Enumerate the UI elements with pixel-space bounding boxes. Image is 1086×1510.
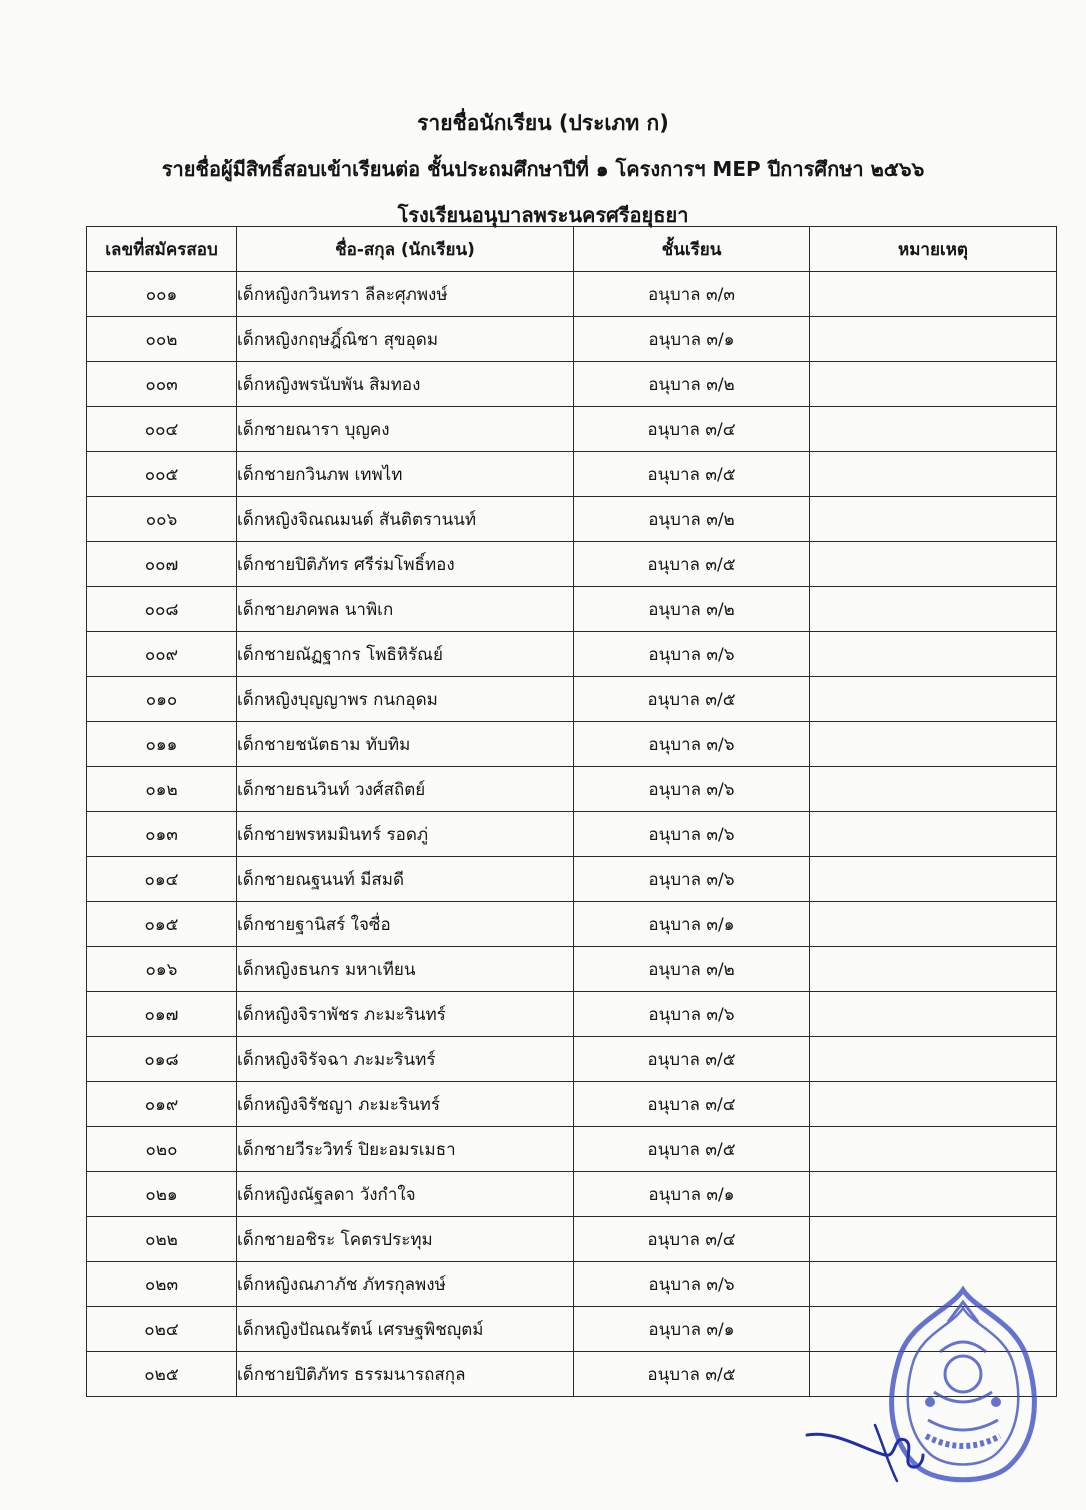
table-row bbox=[87, 317, 1057, 362]
table-row bbox=[87, 362, 1057, 407]
table-row bbox=[87, 722, 1057, 767]
student-name: เด็กหญิงณภาภัช ภัทรกุลพงษ์ bbox=[237, 1262, 574, 1307]
class-level: อนุบาล ๓/๖ bbox=[574, 767, 810, 812]
table-row bbox=[87, 857, 1057, 902]
student-name: เด็กหญิงจิรัชญา ภะมะรินทร์ bbox=[237, 1082, 574, 1127]
table-row bbox=[87, 452, 1057, 497]
class-level: อนุบาล ๓/๑ bbox=[574, 317, 810, 362]
student-name: เด็กหญิงพรนับพัน สิมทอง bbox=[237, 362, 574, 407]
remark bbox=[810, 542, 1057, 587]
applicant-number: ๐๒๔ bbox=[87, 1307, 237, 1352]
student-name: เด็กหญิงธนกร มหาเทียน bbox=[237, 947, 574, 992]
applicant-number: ๐๑๘ bbox=[87, 1037, 237, 1082]
applicant-number: ๐๒๓ bbox=[87, 1262, 237, 1307]
student-name: เด็กชายณฐนนท์ มีสมดี bbox=[237, 857, 574, 902]
table-row bbox=[87, 992, 1057, 1037]
remark bbox=[810, 677, 1057, 722]
applicant-number: ๐๒๒ bbox=[87, 1217, 237, 1262]
class-level: อนุบาล ๓/๔ bbox=[574, 1082, 810, 1127]
remark bbox=[810, 1217, 1057, 1262]
table-row bbox=[87, 947, 1057, 992]
student-name: เด็กชายพรหมมินทร์ รอดภู่ bbox=[237, 812, 574, 857]
student-name: เด็กชายปิติภัทร ศรีร่มโพธิ์ทอง bbox=[237, 542, 574, 587]
class-level: อนุบาล ๓/๑ bbox=[574, 1307, 810, 1352]
signature-icon bbox=[805, 1395, 925, 1485]
remark bbox=[810, 722, 1057, 767]
applicant-number: ๐๐๔ bbox=[87, 407, 237, 452]
remark bbox=[810, 992, 1057, 1037]
table-body bbox=[87, 272, 1057, 1397]
table-row bbox=[87, 812, 1057, 857]
remark bbox=[810, 1082, 1057, 1127]
table-row bbox=[87, 497, 1057, 542]
table-row bbox=[87, 632, 1057, 677]
applicant-number: ๐๑๒ bbox=[87, 767, 237, 812]
student-name: เด็กหญิงจิราพัชร ภะมะรินทร์ bbox=[237, 992, 574, 1037]
remark bbox=[810, 1037, 1057, 1082]
applicant-number: ๐๒๕ bbox=[87, 1352, 237, 1397]
remark bbox=[810, 947, 1057, 992]
table-row bbox=[87, 407, 1057, 452]
remark bbox=[810, 902, 1057, 947]
remark bbox=[810, 632, 1057, 677]
student-name: เด็กชายภคพล นาพิเก bbox=[237, 587, 574, 632]
class-level: อนุบาล ๓/๕ bbox=[574, 542, 810, 587]
class-level: อนุบาล ๓/๓ bbox=[574, 272, 810, 317]
remark bbox=[810, 407, 1057, 452]
remark bbox=[810, 587, 1057, 632]
student-name: เด็กชายปิติภัทร ธรรมนารถสกุล bbox=[237, 1352, 574, 1397]
remark bbox=[810, 317, 1057, 362]
class-level: อนุบาล ๓/๔ bbox=[574, 1217, 810, 1262]
remark bbox=[810, 767, 1057, 812]
document-subtitle: รายชื่อผู้มีสิทธิ์สอบเข้าเรียนต่อ ชั้นประถมศึกษาปีที่ ๑ โครงการฯ MEP ปีการศึกษา ๒๕๖๖ bbox=[161, 157, 925, 181]
applicant-number: ๐๑๙ bbox=[87, 1082, 237, 1127]
class-level: อนุบาล ๓/๒ bbox=[574, 947, 810, 992]
class-level: อนุบาล ๓/๖ bbox=[574, 992, 810, 1037]
applicant-number: ๐๐๕ bbox=[87, 452, 237, 497]
student-name: เด็กชายชนัตธาม ทับทิม bbox=[237, 722, 574, 767]
applicant-number: ๐๑๖ bbox=[87, 947, 237, 992]
document-header bbox=[0, 100, 1086, 238]
student-name: เด็กหญิงปัณณรัตน์ เศรษฐพิชญุตม์ bbox=[237, 1307, 574, 1352]
student-roster-table bbox=[86, 226, 1057, 1397]
document-title: รายชื่อนักเรียน (ประเภท ก) bbox=[417, 111, 669, 135]
applicant-number: ๐๑๕ bbox=[87, 902, 237, 947]
student-name: เด็กชายฐานิสร์ ใจซื่อ bbox=[237, 902, 574, 947]
student-name: เด็กหญิงณัฐลดา วังกำใจ bbox=[237, 1172, 574, 1217]
student-name: เด็กชายณัฏฐากร โพธิหิรัณย์ bbox=[237, 632, 574, 677]
class-level: อนุบาล ๓/๖ bbox=[574, 1262, 810, 1307]
class-level: อนุบาล ๓/๕ bbox=[574, 1127, 810, 1172]
column-header-name: ชื่อ-สกุล (นักเรียน) bbox=[237, 227, 574, 272]
remark bbox=[810, 497, 1057, 542]
student-name: เด็กชายกวินภพ เทพไท bbox=[237, 452, 574, 497]
table-row bbox=[87, 1127, 1057, 1172]
class-level: อนุบาล ๓/๒ bbox=[574, 497, 810, 542]
school-name: โรงเรียนอนุบาลพระนครศรีอยุธยา bbox=[397, 203, 689, 227]
remark bbox=[810, 1127, 1057, 1172]
class-level: อนุบาล ๓/๑ bbox=[574, 902, 810, 947]
table-row bbox=[87, 767, 1057, 812]
table-header-row bbox=[87, 227, 1057, 272]
table-row bbox=[87, 542, 1057, 587]
class-level: อนุบาล ๓/๕ bbox=[574, 452, 810, 497]
class-level: อนุบาล ๓/๕ bbox=[574, 1352, 810, 1397]
table-row bbox=[87, 272, 1057, 317]
applicant-number: ๐๒๑ bbox=[87, 1172, 237, 1217]
table-row bbox=[87, 1082, 1057, 1127]
column-header-note: หมายเหตุ bbox=[810, 227, 1057, 272]
student-name: เด็กชายวีระวิทร์ ปิยะอมรเมธา bbox=[237, 1127, 574, 1172]
class-level: อนุบาล ๓/๕ bbox=[574, 1037, 810, 1082]
applicant-number: ๐๑๔ bbox=[87, 857, 237, 902]
applicant-number: ๐๐๒ bbox=[87, 317, 237, 362]
applicant-number: ๐๐๑ bbox=[87, 272, 237, 317]
class-level: อนุบาล ๓/๖ bbox=[574, 857, 810, 902]
applicant-number: ๐๐๗ bbox=[87, 542, 237, 587]
class-level: อนุบาล ๓/๖ bbox=[574, 812, 810, 857]
remark bbox=[810, 857, 1057, 902]
student-name: เด็กหญิงบุญญาพร กนกอุดม bbox=[237, 677, 574, 722]
student-name: เด็กชายธนวินท์ วงศ์สถิตย์ bbox=[237, 767, 574, 812]
applicant-number: ๐๐๘ bbox=[87, 587, 237, 632]
table-row bbox=[87, 1172, 1057, 1217]
applicant-number: ๐๑๗ bbox=[87, 992, 237, 1037]
column-header-id: เลขที่สมัครสอบ bbox=[87, 227, 237, 272]
column-header-class: ชั้นเรียน bbox=[574, 227, 810, 272]
applicant-number: ๐๑๑ bbox=[87, 722, 237, 767]
class-level: อนุบาล ๓/๖ bbox=[574, 632, 810, 677]
remark bbox=[810, 812, 1057, 857]
table-row bbox=[87, 902, 1057, 947]
applicant-number: ๐๐๙ bbox=[87, 632, 237, 677]
table-row bbox=[87, 1037, 1057, 1082]
class-level: อนุบาล ๓/๒ bbox=[574, 362, 810, 407]
remark bbox=[810, 1172, 1057, 1217]
student-name: เด็กชายอชิระ โคตรประทุม bbox=[237, 1217, 574, 1262]
class-level: อนุบาล ๓/๔ bbox=[574, 407, 810, 452]
student-name: เด็กหญิงจิณณมนต์ สันติตรานนท์ bbox=[237, 497, 574, 542]
class-level: อนุบาล ๓/๑ bbox=[574, 1172, 810, 1217]
student-name: เด็กหญิงจิรัจฉา ภะมะรินทร์ bbox=[237, 1037, 574, 1082]
remark bbox=[810, 272, 1057, 317]
class-level: อนุบาล ๓/๕ bbox=[574, 677, 810, 722]
applicant-number: ๐๑๓ bbox=[87, 812, 237, 857]
class-level: อนุบาล ๓/๖ bbox=[574, 722, 810, 767]
table-row bbox=[87, 677, 1057, 722]
table-row bbox=[87, 587, 1057, 632]
student-name: เด็กชายณารา บุญคง bbox=[237, 407, 574, 452]
table-row bbox=[87, 1217, 1057, 1262]
remark bbox=[810, 452, 1057, 497]
applicant-number: ๐๐๓ bbox=[87, 362, 237, 407]
student-name: เด็กหญิงกฤษฎิ์ณิชา สุขอุดม bbox=[237, 317, 574, 362]
student-name: เด็กหญิงกวินทรา ลีละศุภพงษ์ bbox=[237, 272, 574, 317]
class-level: อนุบาล ๓/๒ bbox=[574, 587, 810, 632]
applicant-number: ๐๒๐ bbox=[87, 1127, 237, 1172]
applicant-number: ๐๑๐ bbox=[87, 677, 237, 722]
remark bbox=[810, 362, 1057, 407]
applicant-number: ๐๐๖ bbox=[87, 497, 237, 542]
